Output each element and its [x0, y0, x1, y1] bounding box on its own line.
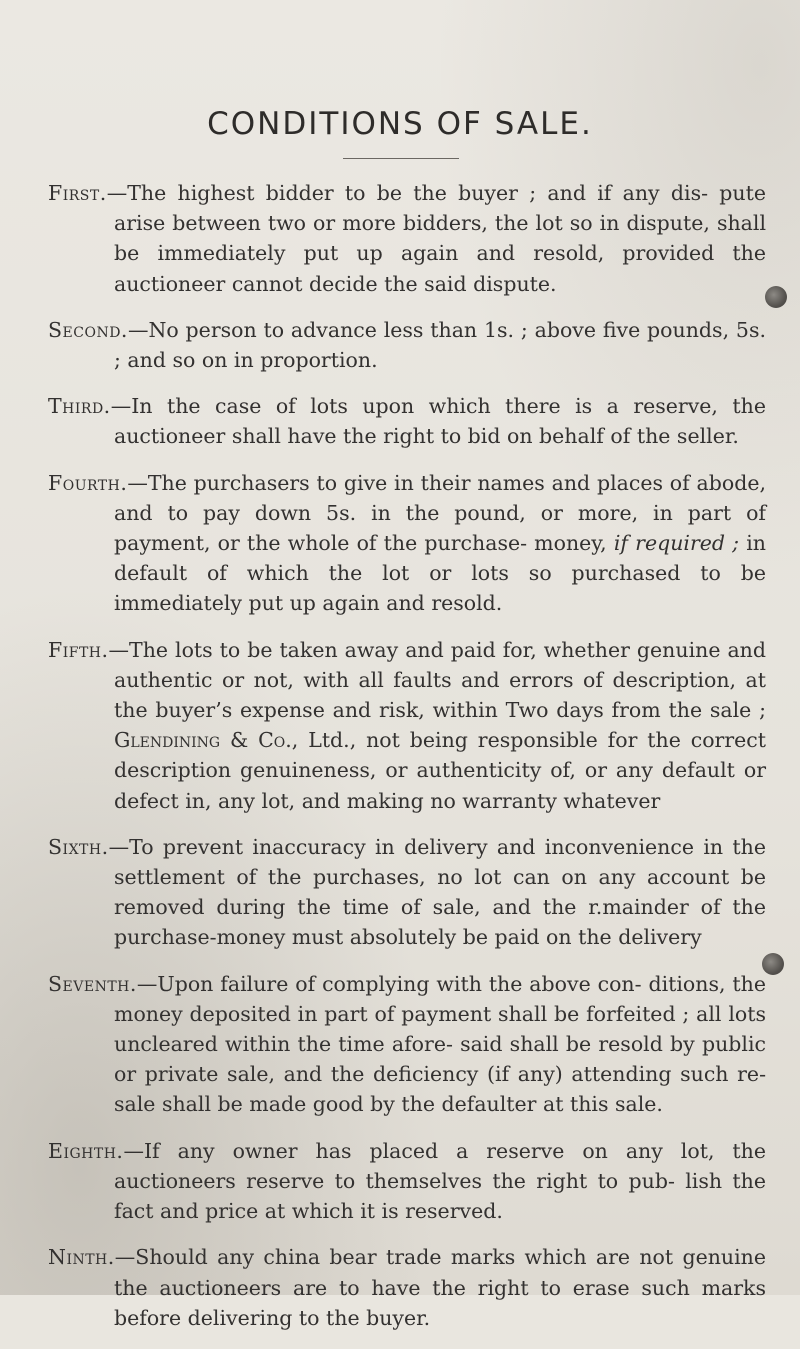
condition-ordinal: Sixth.	[48, 834, 109, 859]
condition-text: If any owner has placed a reserve on any lot, the auctioneers reserve to themselves the right to pub- lish the fact and price at which it is reserved.	[114, 1138, 766, 1224]
condition-text: in default of which the lot or lots so purchased to be immediately put up again and resold.	[114, 531, 767, 616]
page-title: CONDITIONS OF SALE.	[207, 106, 593, 142]
condition-ordinal: Eighth.	[48, 1138, 124, 1163]
condition-ordinal: Third.	[48, 394, 111, 419]
condition-fifth: Fifth.—The lots to be taken away and paid for, whether genuine and authentic or not, with all faults and errors of description, at the buyer’s expense and risk, within Two days from the sale ; Glendining & Co., Ltd., not being responsible for the correct description genuineness, or authenticity of, or any default or defect in, any lot, and making no warranty whatever	[48, 637, 767, 813]
condition-ninth: Ninth.—Should any china bear trade marks which are not genuine the auctioneers are to have the right to erase such marks before delivering to the buyer.	[48, 1245, 766, 1330]
condition-text: The lots to be taken away and paid for, whether genuine and authentic or not, with all faults and errors of description, at the buyer’s expense and risk, within Two days from the sale ;	[114, 637, 766, 723]
condition-text: Ltd., not being responsible for the correct description genuineness, or authenticity of, or any default or defect in, any lot, and making no warranty whatever	[114, 728, 767, 813]
title-rule	[343, 158, 459, 159]
condition-sixth: Sixth.—To prevent inaccuracy in delivery and inconvenience in the settlement of the purchases, no lot can on any account be removed during the time of sale, and the r.mainder of the purchase-money must absolutely be paid on the delivery	[48, 834, 766, 950]
condition-third: Third.—In the case of lots upon which there is a reserve, the auctioneer shall have the right to bid on behalf of the seller.	[48, 394, 766, 449]
condition-ordinal: Fourth.	[48, 470, 128, 495]
condition-seventh: Seventh.—Upon failure of complying with the above con- ditions, the money deposited in part of payment shall be forfeited ; all lots uncleared within the time afore- said shall be resold by public or private sale, and the deficiency (if any) attending such re-sale shall be made good by the defaulter at this sale.	[48, 971, 766, 1117]
conditions-list	[48, 178, 766, 1349]
condition-fourth: Fourth.—The purchasers to give in their names and places of abode, and to pay down 5s. in the pound, or more, in part of payment, or the whole of the purchase- money, if required ; in default of which the lot or lots so purchased to be immediately put up again and resold.	[48, 470, 767, 616]
condition-italic-text: if required ;	[613, 531, 740, 556]
binding-hole	[762, 953, 784, 975]
condition-text: In the case of lots upon which there is a reserve, the auctioneer shall have the right to bid on behalf of the seller.	[114, 394, 766, 449]
condition-ordinal: Ninth.	[48, 1245, 115, 1270]
condition-ordinal: Seventh.	[48, 971, 137, 996]
condition-eighth: Eighth.—If any owner has placed a reserve on any lot, the auctioneers reserve to themselves the right to pub- lish the fact and price at which it is reserved.	[48, 1138, 766, 1224]
condition-text: No person to advance less than 1s. ; above five pounds, 5s. ; and so on in proportion.	[114, 317, 766, 373]
condition-text: Upon failure of complying with the above con- ditions, the money deposited in part of payment shall be forfeited ; all lots uncleared within the time afore- said shall be resold by public or private sale, and the deficiency (if any) attending such re-sale shall be made good by the defaulter at this sale.	[114, 971, 766, 1117]
condition-text: Should any china bear trade marks which are not genuine the auctioneers are to have the right to erase such marks before delivering to the buyer.	[114, 1245, 766, 1330]
binding-hole	[765, 286, 787, 308]
condition-text: The purchasers to give in their names and places of abode, and to pay down 5s. in the pound, or more, in part of payment, or the whole of the purchase- money,	[114, 470, 766, 556]
condition-text: To prevent inaccuracy in delivery and inconvenience in the settlement of the purchases, no lot can on any account be removed during the time of sale, and the r.mainder of the purchase-money must absolutely be paid on the delivery	[114, 834, 766, 950]
condition-ordinal: Fifth.	[48, 637, 109, 662]
firm-name: Glendining & Co.,	[114, 728, 299, 753]
condition-second: Second.—No person to advance less than 1s. ; above five pounds, 5s. ; and so on in proportion.	[48, 317, 766, 373]
condition-ordinal: First.	[48, 181, 107, 205]
condition-ordinal: Second.	[48, 317, 128, 342]
condition-first: First.—The highest bidder to be the buyer ; and if any dis- pute arise between two or more bidders, the lot so in dispute, shall be immediately put up again and resold, provided the auctioneer cannot decide the said dispute.	[48, 181, 766, 296]
condition-text: The highest bidder to be the buyer ; and if any dis- pute arise between two or more bidders, the lot so in dispute, shall be immediately put up again and resold, provided the auctioneer cannot decide the said dispute.	[114, 181, 766, 296]
